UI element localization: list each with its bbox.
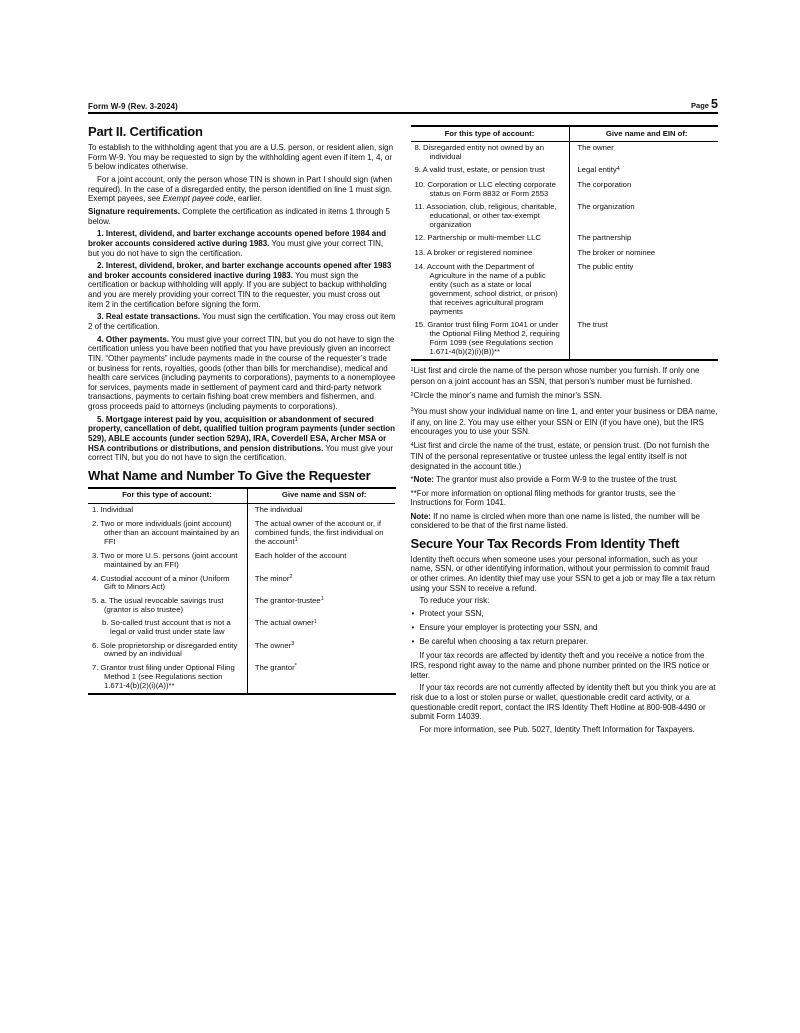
- account-type-cell: 13. A broker or registered nominee: [414, 247, 533, 257]
- footnote-ref: 4: [616, 165, 620, 172]
- cert-item-1-text: You must give your correct TIN, but you do not have to sign the certification.: [88, 238, 384, 258]
- footnote-double-star-text: For more information on optional filing methods for grantor trusts, see the Instructions for Form 1041.: [410, 489, 676, 508]
- footnote-1-text: List first and circle the name of the person whose number you furnish. If only one person on a joint account has an SSN, that person’s number must be furnished.: [410, 366, 700, 387]
- footnote-1: [411, 366, 719, 387]
- table-row: [88, 504, 396, 518]
- footnote-2-marker: 2: [410, 391, 414, 398]
- risk-bullet-3: [411, 637, 719, 647]
- form-revision-label: Form W-9 (Rev. 3-2024): [88, 102, 178, 111]
- account-type-cell: 12. Partnership or multi-member LLC: [414, 233, 541, 243]
- account-type-header: For this type of account:: [411, 127, 571, 142]
- account-type-header: For this type of account:: [88, 489, 248, 504]
- footnote-3-text: You must show your individual name on line 1, and enter your business or DBA name, if any, on line 2. You may use either your SSN or EIN (if you have one), but the IRS encourages you to use your SSN.: [410, 406, 718, 437]
- ein-account-table: [411, 125, 719, 361]
- give-name-cell: Each holder of the account: [254, 551, 347, 561]
- footnote-2: [411, 391, 719, 402]
- footnote-4-text: List first and circle the name of the trust, estate, or pension trust. (Do not furnish the TIN of the personal representative or trustee unless the legal entity itself is not designated in the account title.): [410, 441, 710, 471]
- footnote-double-star: [411, 489, 719, 508]
- identity-theft-heading: Secure Your Tax Records From Identity Theft: [410, 535, 680, 551]
- cert-item-2-lead: 2. Interest, dividend, broker, and barter exchange accounts opened after 1983 and broker accounts considered inactive during 1983.: [88, 261, 392, 280]
- cert-item-1: [88, 229, 396, 258]
- cert-item-3-lead: 3. Real estate transactions.: [97, 312, 201, 322]
- give-name-cell: The grantor-trustee: [254, 595, 321, 605]
- give-name-cell: Legal entity: [577, 165, 617, 175]
- account-type-cell: 9. A valid trust, estate, or pension trust: [414, 165, 545, 175]
- account-type-cell: 15. Grantor trust filing Form 1041 or under the Optional Filing Method 2, requiring Form 1099 (see Regulations section 1.671-4(b)(2)(i)(B))**: [414, 319, 560, 356]
- table-row: [411, 247, 719, 261]
- table-row: [411, 319, 719, 359]
- footnote-star-text: The grantor must also provide a Form W-9 to the trustee of the trust.: [434, 475, 678, 485]
- risk-bullet-3-text: Be careful when choosing a tax return preparer.: [419, 637, 589, 647]
- page-content: [88, 97, 718, 738]
- account-type-cell: 3. Two or more U.S. persons (joint account maintained by an FFI): [92, 551, 238, 570]
- footnote-ref: 1: [320, 596, 324, 603]
- give-name-header: Give name and EIN of:: [570, 127, 718, 142]
- cert-item-5: [88, 415, 396, 463]
- paragraph: [88, 175, 396, 204]
- table-row: [411, 179, 719, 201]
- give-name-cell: The partnership: [577, 233, 632, 243]
- footnote-double-star-marker: **: [410, 489, 417, 499]
- account-type-cell: 10. Corporation or LLC electing corporate status on Form 8832 or Form 2553: [414, 179, 556, 198]
- give-name-cell: The owner: [577, 142, 614, 152]
- identity-p4: [411, 725, 719, 735]
- footnote-star-marker: *: [410, 475, 414, 485]
- risk-bullet-2: [411, 623, 719, 633]
- account-type-cell: 7. Grantor trust filing under Optional Filing Method 1 (see Regulations section 1.671-4(b)(2)(i)(A))**: [92, 662, 235, 690]
- table-row: [88, 617, 396, 639]
- table-row: [88, 662, 396, 693]
- give-name-header: Give name and SSN of:: [248, 489, 396, 504]
- cert-item-4-lead: 4. Other payments.: [97, 334, 170, 344]
- footnote-note-lead: Note:: [410, 512, 431, 522]
- page-header: [88, 97, 718, 111]
- footnote-note: [411, 512, 719, 531]
- page-indicator: [691, 97, 718, 111]
- page-number: 5: [711, 97, 718, 111]
- give-name-cell: The individual: [254, 504, 303, 514]
- requester-table-heading: What Name and Number To Give the Requester: [88, 467, 371, 483]
- give-name-cell: The corporation: [577, 179, 632, 189]
- give-name-cell: The trust: [577, 319, 608, 329]
- footnote-4-marker: 4: [410, 441, 414, 448]
- page-word: Page: [691, 101, 709, 110]
- signature-requirements-text: Complete the certification as indicated in items 1 through 5 below.: [88, 206, 390, 226]
- account-type-cell: 1. Individual: [92, 504, 134, 514]
- account-type-cell: 14. Account with the Department of Agriculture in the name of a public entity (such as a state or local government, school district, or prison) that receives agricultural program payments: [414, 261, 558, 316]
- table-row: [411, 232, 719, 246]
- table-row: [411, 261, 719, 319]
- give-name-cell: The grantor: [254, 662, 295, 672]
- table-row: [411, 201, 719, 232]
- identity-p2: [411, 651, 719, 680]
- cert-item-3-text: You must sign the certification. You may cross out item 2 of the certification.: [88, 312, 396, 332]
- give-name-cell: The organization: [577, 201, 635, 211]
- footnote-ref: *: [294, 663, 297, 670]
- footnote-ref: 1: [313, 618, 317, 625]
- table-row: [88, 573, 396, 595]
- footnote-3: [411, 407, 719, 437]
- footnote-star: [411, 475, 719, 484]
- part2-p2-tail: , earlier.: [233, 194, 262, 204]
- table-row: [88, 550, 396, 572]
- risk-bullet-1: [411, 609, 719, 619]
- give-name-cell: The owner: [254, 640, 292, 650]
- cert-item-4-text: You must give your correct TIN, but you do not have to sign the certification unless you have been notified that you have previously given an incorrect TIN. “Other payments” include payments made in the course of the requester’s trade or business for rents, royalties, goods (other than bills for merchandise), medical and health care services (including payments to corporations), payments to a nonemployee for services, payments made in settlement of payment card and third-party network transactions, payments to certain fishing boat crew members and fishermen, and gross proceeds paid to attorneys (including payments to corporations).: [88, 334, 396, 411]
- right-column: [411, 125, 719, 738]
- account-type-cell: 11. Association, club, religious, charitable, educational, or other tax-exempt organization: [414, 201, 557, 229]
- footnote-3-marker: 3: [410, 407, 414, 414]
- give-name-cell: The actual owner: [254, 618, 314, 628]
- footnote-2-text: Circle the minor’s name and furnish the minor’s SSN.: [413, 391, 602, 401]
- cert-item-5-lead: 5. Mortgage interest paid by you, acquisition or abandonment of secured property, cancellation of debt, qualified tuition program payments (under section 529), ABLE accounts (under section 529A), IRA, Coverdell ESA, Archer MSA or HSA contributions or distributions, and pension distributions.: [88, 414, 395, 453]
- signature-requirements-lead: Signature requirements.: [88, 206, 181, 216]
- risk-bullet-2-text: Ensure your employer is protecting your SSN, and: [419, 623, 598, 633]
- table-header-row: [88, 489, 396, 504]
- risk-intro-text: To reduce your risk:: [419, 596, 490, 606]
- left-column: [88, 125, 396, 738]
- give-name-cell: The public entity: [577, 261, 634, 271]
- footnote-star-lead: Note:: [413, 475, 435, 485]
- footnote-1-marker: 1: [410, 366, 414, 373]
- identity-p1: [411, 555, 719, 593]
- account-type-cell: 2. Two or more individuals (joint account) other than an account maintained by an FFI: [92, 519, 240, 546]
- table-row: [411, 142, 719, 164]
- part2-p1: To establish to the withholding agent that you are a U.S. person, or resident alien, sign Form W-9. You may be requested to sign by the withholding agent even if item 1, 4, or 5 below indicates otherwise.: [88, 143, 394, 172]
- account-type-cell: 8. Disregarded entity not owned by an individual: [414, 142, 544, 161]
- footnote-4: [411, 441, 719, 471]
- table-row: [411, 164, 719, 178]
- signature-requirements: [88, 207, 396, 226]
- risk-bullet-1-text: Protect your SSN,: [419, 609, 484, 619]
- account-type-cell: b. So-called trust account that is not a legal or valid trust under state law: [102, 618, 231, 637]
- give-name-cell: The broker or nominee: [577, 247, 656, 257]
- risk-intro: [411, 596, 719, 606]
- identity-p3-text: If your tax records are not currently affected by identity theft but you think you are at risk due to a lost or stolen purse or wallet, questionable credit card activity, or a questionable credit report, contact the IRS Identity Theft Hotline at 800-908-4490 or submit Form 14039.: [410, 683, 716, 722]
- table-row: [88, 518, 396, 550]
- cert-item-4: [88, 335, 396, 412]
- footnote-ref: 2: [289, 574, 293, 581]
- identity-p3: [411, 683, 719, 721]
- identity-p4-text: For more information, see Pub. 5027, Identity Theft Information for Taxpayers.: [419, 725, 695, 734]
- paragraph: [88, 143, 396, 172]
- give-name-cell: The actual owner of the account or, if combined funds, the first individual on the account: [254, 519, 384, 546]
- account-type-cell: 4. Custodial account of a minor (Uniform Gift to Minors Act): [92, 573, 230, 592]
- footnote-ref: 3: [291, 641, 295, 647]
- identity-p2-text: If your tax records are affected by identity theft and you receive a notice from the IRS, respond right away to the name and phone number printed on the IRS notice or letter.: [410, 651, 710, 680]
- account-type-cell: 6. Sole proprietorship or disregarded entity owned by an individual: [92, 640, 238, 659]
- exempt-payee-code-italic: Exempt payee code: [162, 194, 234, 204]
- identity-p1-text: Identity theft occurs when someone uses your personal information, such as your name, SSN, or other identifying information, without your permission to commit fraud or other crimes. An identity thief may use your SSN to get a job or may file a tax return using your SSN to receive a refund.: [410, 554, 716, 593]
- table-header-row: [411, 127, 719, 142]
- cert-item-2-text: You must sign the certification or backup withholding will apply. If you are subject to backup withholding and you are merely providing your correct TIN to the requester, you must cross out item 2 in the certification before signing the form.: [88, 270, 387, 309]
- account-type-cell: 5. a. The usual revocable savings trust (grantor is also trustee): [92, 595, 224, 614]
- cert-item-3: [88, 312, 396, 331]
- table-row: [88, 640, 396, 662]
- cert-item-2: [88, 261, 396, 309]
- table-row: [88, 595, 396, 617]
- ssn-account-table: [88, 487, 396, 695]
- footnote-ref: 1: [294, 537, 298, 544]
- cert-item-1-lead: 1. Interest, dividend, and barter exchange accounts opened before 1984 and broker accounts considered active during 1983.: [88, 229, 386, 248]
- cert-item-5-text: You must give your correct TIN, but you do not have to sign the certification.: [88, 443, 394, 463]
- footnote-note-text: If no name is circled when more than one name is listed, the number will be considered to be that of the first name listed.: [410, 512, 700, 531]
- part2-heading: Part II. Certification: [88, 124, 203, 139]
- part2-p2-text: For a joint account, only the person whose TIN is shown in Part I should sign (when required). In the case of a disregarded entity, the person identified on line 1 must sign. Exempt payees, see: [88, 174, 393, 204]
- header-rule: [88, 112, 718, 114]
- give-name-cell: The minor: [254, 573, 290, 583]
